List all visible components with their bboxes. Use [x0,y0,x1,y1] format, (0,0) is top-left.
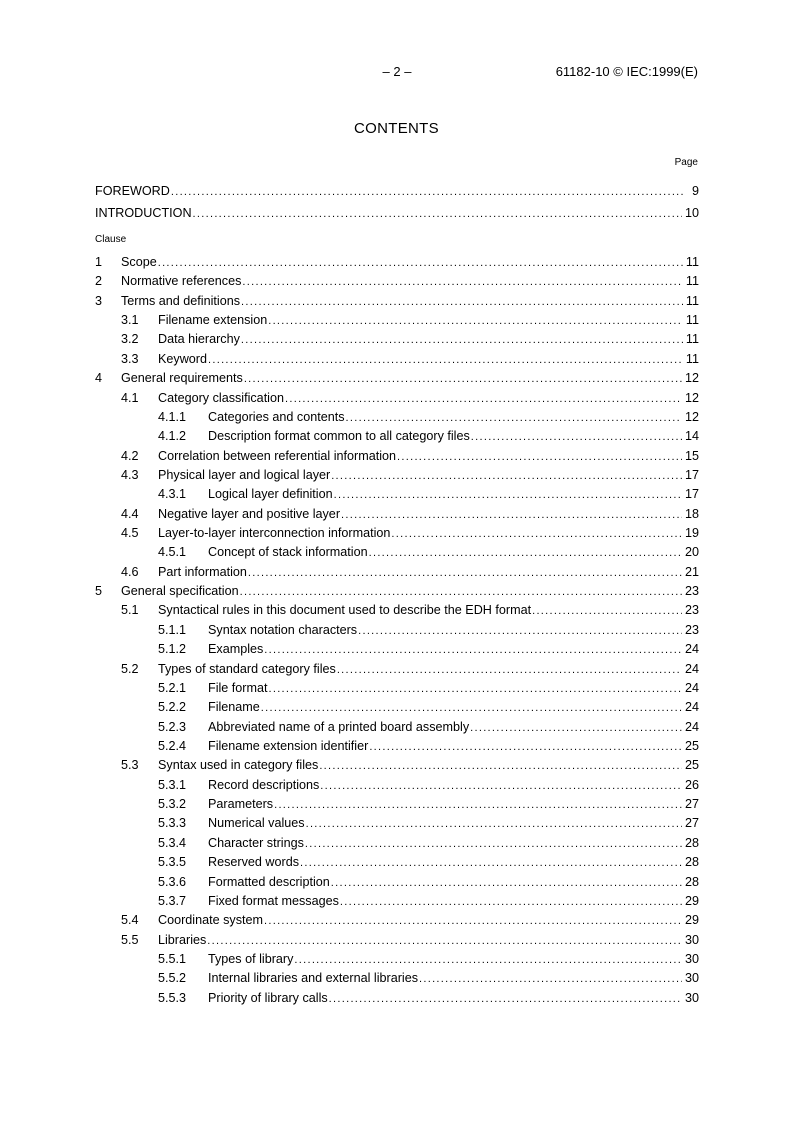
toc-entry[interactable] [95,408,699,427]
toc-entry[interactable] [95,582,699,601]
toc-entry-title: Numerical values [208,816,305,831]
toc-entry-title: Types of library [208,951,294,966]
toc-entry[interactable] [95,543,699,562]
toc-entry-page: 24 [684,680,699,695]
toc-entry-page: 12 [684,390,699,405]
toc-entry[interactable] [95,989,699,1008]
toc-entry[interactable] [95,272,699,291]
toc-entry[interactable] [95,679,699,698]
toc-entry-number: 5.3 [121,758,139,773]
toc-entry-number: 4.6 [121,564,139,579]
dot-leader [471,428,682,446]
toc-entry[interactable] [95,369,699,388]
toc-entry-title: Record descriptions [208,777,320,792]
toc-entry-number: 5.1 [121,603,139,618]
dot-leader [334,486,682,504]
dot-leader [274,796,682,814]
toc-entry-title: Terms and definitions [121,293,241,308]
dot-leader [268,312,683,330]
toc-entry-number: 5 [95,584,103,599]
toc-entry-title: Abbreviated name of a printed board assembly [208,719,470,734]
toc-entry-title: Part information [158,564,247,579]
toc-entry[interactable] [95,698,699,717]
toc-entry-title: Concept of stack information [208,545,368,560]
toc-entry-title: Correlation between referential information [158,448,397,463]
dot-leader [320,777,682,795]
toc-entry-title: Examples [208,642,264,657]
toc-entry-page: 17 [684,487,699,502]
toc-entry-page: 11 [685,332,699,347]
dot-leader [244,370,682,388]
clause-column-label: Clause [95,234,127,245]
dot-leader [248,564,682,582]
toc-entry-number: 5.2 [121,661,139,676]
toc-entry-number: 5.2.2 [158,700,187,715]
toc-entry-number: 4 [95,371,103,386]
toc-entry-page: 11 [685,274,699,289]
toc-entry-number: 5.3.5 [158,855,187,870]
toc-entry-page: 24 [684,700,699,715]
dot-leader [470,719,682,737]
dot-leader [331,874,682,892]
toc-entry[interactable] [95,253,699,272]
toc-entry[interactable] [95,292,699,311]
toc-entry-title: Character strings [208,835,304,850]
toc-entry-number: 5.2.3 [158,719,187,734]
dot-leader [331,467,682,485]
toc-entry-page: 24 [684,661,699,676]
toc-entry-page: 24 [684,642,699,657]
toc-entry-number: 4.5.1 [158,545,187,560]
toc-entry-title: Coordinate system [158,913,263,928]
toc-entry-page: 29 [684,913,699,928]
toc-entry-page: 23 [684,584,699,599]
toc-entry[interactable] [95,931,699,950]
toc-entry-title: Internal libraries and external libraries [208,971,418,986]
toc-entry[interactable] [95,853,699,872]
dot-leader [171,181,684,202]
toc-entry-page: 23 [684,603,699,618]
toc-entry-number: 4.4 [121,506,139,521]
toc-entry-page: 30 [684,951,699,966]
toc-entry[interactable] [95,892,699,911]
toc-entry-page: 30 [684,932,699,947]
toc-entry[interactable] [95,427,699,446]
toc-entry-number: 5.3.4 [158,835,187,850]
page-number: – 2 – [382,64,412,79]
toc-entry-page: 17 [684,467,699,482]
toc-entry-number: 4.3.1 [158,487,187,502]
toc-entry-title: Categories and contents [208,409,345,424]
toc-entry-title: Reserved words [208,855,299,870]
dot-leader [208,351,683,369]
toc-entry[interactable] [95,505,699,524]
toc-entry-title: Syntax notation characters [208,622,358,637]
toc-entry-page: 21 [684,564,699,579]
toc-entry-number: 5.1.1 [158,622,187,637]
dot-leader [242,273,683,291]
toc-entry-number: 4.1 [121,390,139,405]
toc-entry-number: 5.2.4 [158,738,187,753]
toc-entry[interactable] [95,330,699,349]
toc-entry[interactable] [95,563,699,582]
toc-entry-page: 30 [684,990,699,1005]
toc-entry[interactable] [95,795,699,814]
toc-entry-title: Normative references [121,274,242,289]
toc-entry-number: 2 [95,274,103,289]
toc-entry[interactable] [95,660,699,679]
dot-leader [241,331,683,349]
toc-entry[interactable] [95,485,699,504]
dot-leader [285,390,682,408]
toc-entry-title: Syntactical rules in this document used to describe the EDH format [158,603,532,618]
toc-entry-page: 12 [684,371,699,386]
toc-entry[interactable] [95,640,699,659]
toc-entry[interactable] [95,718,699,737]
dot-leader [306,815,682,833]
toc-entry[interactable] [95,737,699,756]
toc-entry-title: Description format common to all category files [208,429,470,444]
toc-entry-title: Scope [121,255,157,269]
toc-entry-number: 5.2.1 [158,680,187,695]
toc-entry-number: 3 [95,293,103,308]
dot-leader [391,525,682,543]
toc-entry-page: 11 [685,293,699,308]
dot-leader [294,951,682,969]
toc-entry-title: Logical layer definition [208,487,333,502]
toc-entry[interactable] [95,350,699,369]
toc-entry-number: 5.3.6 [158,874,187,889]
toc-entry-page: 28 [684,855,699,870]
toc-entry-title: Data hierarchy [158,332,240,347]
toc-entry[interactable] [95,814,699,833]
toc-entry-title: Parameters [208,797,274,812]
toc-entry-page: 23 [684,622,699,637]
toc-entry-title: Formatted description [208,874,330,889]
toc-entry-page: 25 [684,758,699,773]
page-title: CONTENTS [354,120,439,137]
toc-entry-page: 15 [684,448,699,463]
dot-leader [329,990,682,1008]
dot-leader [264,641,682,659]
toc-entry[interactable] [95,776,699,795]
dot-leader [240,583,682,601]
toc-entry-title: File format [208,680,268,695]
toc-entry-number: 5.3.3 [158,816,187,831]
toc-entry-number: 5.5 [121,932,139,947]
toc-entry-page: 20 [684,545,699,560]
toc-entry-number: 1 [95,255,103,269]
toc-entry-page: 27 [684,816,699,831]
standard-reference: 61182-10 © IEC:1999(E) [555,64,698,79]
toc-entry-title: Filename extension identifier [208,738,369,753]
toc-entry-title: Syntax used in category files [158,758,319,773]
toc-entry-number: 4.1.1 [158,409,187,424]
dot-leader [193,203,682,224]
toc-entry-page: 11 [685,313,699,328]
toc-entry-page: 14 [684,429,699,444]
toc-entry-number: 3.1 [121,313,139,328]
toc-entry[interactable] [95,601,699,620]
toc-entry-number: 3.3 [121,351,139,366]
toc-entry-title: Priority of library calls [208,990,328,1005]
toc-entry[interactable] [95,311,699,330]
dot-leader [264,912,682,930]
toc-entry-page: 12 [684,409,699,424]
toc-entry-page: 18 [684,506,699,521]
toc-entry-number: 5.5.3 [158,990,187,1005]
toc-entry-page: 9 [691,184,699,198]
dot-leader [358,622,682,640]
dot-leader [340,893,682,911]
toc-entry-number: 4.1.2 [158,429,187,444]
toc-entry-title: Filename [208,700,260,715]
toc-entry[interactable] [95,180,699,202]
dot-leader [207,932,682,950]
toc-clauses [95,253,699,1008]
toc-entry[interactable] [95,873,699,892]
toc-entry-number: 5.4 [121,913,139,928]
toc-entry[interactable] [95,834,699,853]
toc-entry[interactable] [95,447,699,466]
toc-entry-title: FOREWORD [95,184,170,198]
dot-leader [337,661,682,679]
toc-entry-page: 24 [684,719,699,734]
toc-entry[interactable] [95,524,699,543]
toc-entry-title: Filename extension [158,313,268,328]
toc-entry-title: Physical layer and logical layer [158,467,331,482]
dot-leader [300,854,682,872]
toc-entry-title: Types of standard category files [158,661,336,676]
toc-entry[interactable] [95,466,699,485]
toc-entry-number: 5.5.2 [158,971,187,986]
toc-entry-page: 27 [684,797,699,812]
toc-entry-number: 5.1.2 [158,642,187,657]
toc-entry-number: 5.3.2 [158,797,187,812]
toc-entry-page: 11 [685,351,699,366]
toc-entry-page: 25 [684,738,699,753]
page-column-label: Page [674,157,698,168]
dot-leader [241,293,683,311]
dot-leader [261,699,682,717]
toc-entry[interactable] [95,969,699,988]
toc-entry-number: 4.2 [121,448,139,463]
toc-entry-number: 5.5.1 [158,951,187,966]
toc-entry-page: 10 [684,206,699,220]
toc-entry-title: General specification [121,584,239,599]
toc-entry[interactable] [95,389,699,408]
toc-entry-page: 28 [684,835,699,850]
dot-leader [346,409,682,427]
dot-leader [369,738,682,756]
toc-entry-number: 4.5 [121,526,139,541]
dot-leader [268,680,682,698]
toc-entry-title: Layer-to-layer interconnection information [158,526,391,541]
toc-entry[interactable] [95,911,699,930]
toc-entry-title: Category classification [158,390,284,405]
toc-entry[interactable] [95,621,699,640]
toc-entry[interactable] [95,950,699,969]
dot-leader [341,506,682,524]
dot-leader [319,757,682,775]
toc-entry-page: 19 [684,526,699,541]
toc-entry-page: 28 [684,874,699,889]
toc-entry-page: 26 [684,777,699,792]
toc-entry-page: 11 [685,255,699,269]
toc-entry-title: General requirements [121,371,243,386]
toc-entry-title: Libraries [158,932,207,947]
toc-entry-title: Fixed format messages [208,893,339,908]
toc-entry-page: 30 [684,971,699,986]
toc-entry-number: 5.3.1 [158,777,187,792]
toc-entry[interactable] [95,202,699,224]
toc-front-matter [95,180,699,224]
toc-entry[interactable] [95,756,699,775]
dot-leader [532,602,682,620]
toc-entry-number: 3.2 [121,332,139,347]
toc-entry-number: 5.3.7 [158,893,187,908]
dot-leader [369,544,682,562]
dot-leader [158,254,683,272]
toc-entry-title: INTRODUCTION [95,206,192,220]
toc-entry-number: 4.3 [121,467,139,482]
dot-leader [305,835,682,853]
dot-leader [397,448,682,466]
toc-entry-title: Negative layer and positive layer [158,506,341,521]
toc-entry-page: 29 [684,893,699,908]
dot-leader [419,970,682,988]
toc-entry-title: Keyword [158,351,207,366]
